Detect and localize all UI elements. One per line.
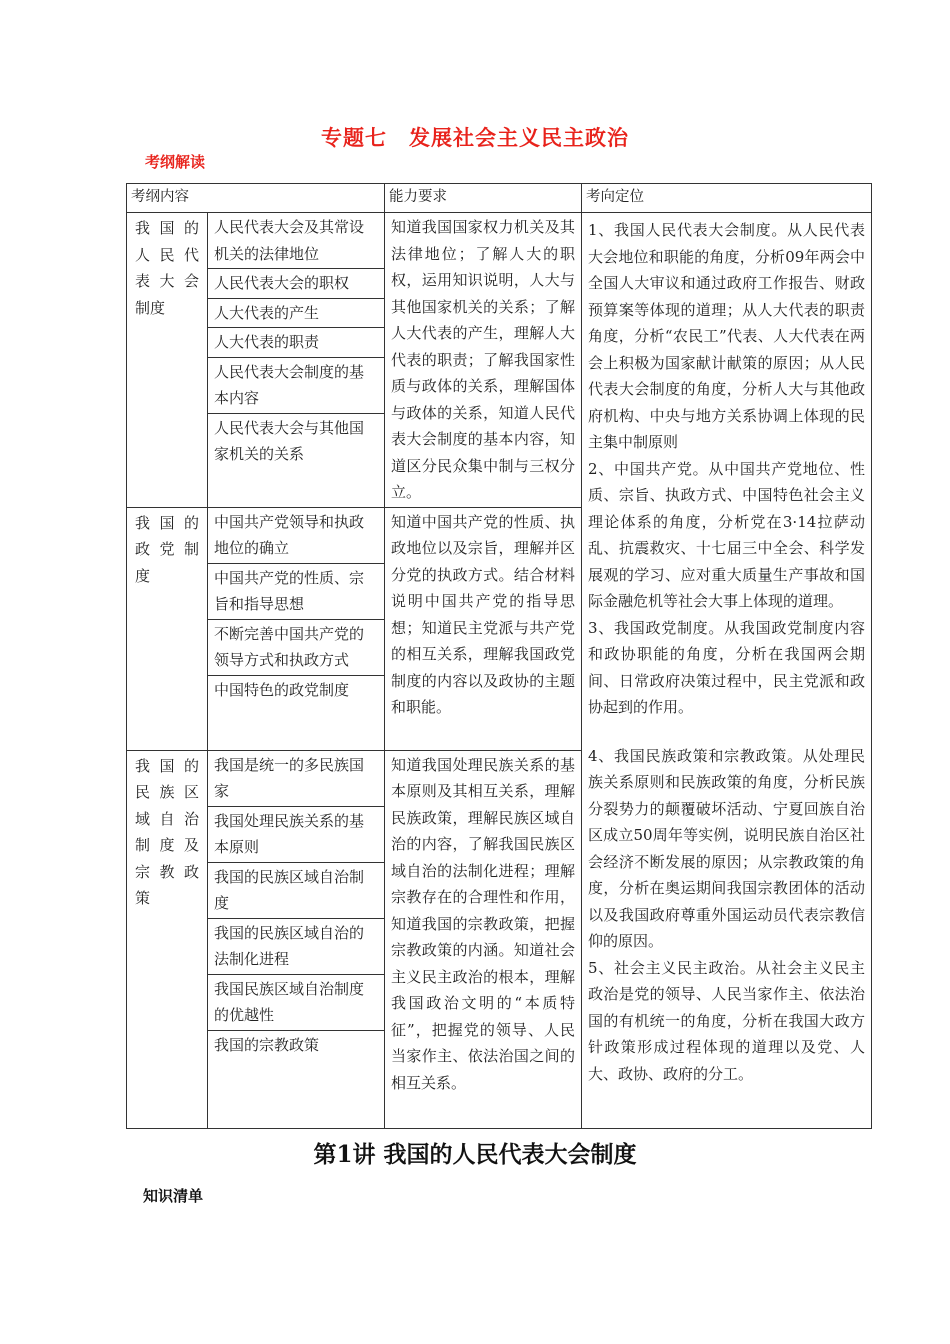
subtopic-item: 我国民族区域自治制度的优越性 xyxy=(208,975,384,1031)
topic-cell xyxy=(127,507,208,750)
subtopic-item: 中国共产党领导和执政地位的确立 xyxy=(208,508,384,564)
header-position: 考向定位 xyxy=(582,184,872,213)
ability-cell: 知道我国国家权力机关及其法律地位；了解人大的职权，运用知识说明，人大与其他国家机关的关系；了解人大代表的产生，理解人大代表的职责；了解我国家性质与政体的关系，理解国体与政体的关系，知道人民代表大会制度的基本内容，知道区分民众集中制与三权分立。 xyxy=(385,213,582,508)
syllabus-table xyxy=(126,183,872,1129)
position-text xyxy=(588,217,865,1087)
position-item: 3、我国政党制度。从我国政党制度内容和政协职能的角度，分析在我国两会期间、日常政府决策过程中，民主党派和政协起到的作用。 xyxy=(588,618,865,716)
table-row xyxy=(127,213,872,508)
subtopic-item: 人民代表大会及其常设机关的法律地位 xyxy=(208,213,384,269)
subtopic-item: 我国的民族区域自治的法制化进程 xyxy=(208,919,384,975)
topic-line: 我 国 的 xyxy=(135,756,199,775)
table-header-row xyxy=(127,184,872,213)
topic-line: 度 xyxy=(135,566,151,585)
topic-line: 人 民 代 xyxy=(135,245,199,264)
page-title: 专题七 发展社会主义民主政治 xyxy=(321,125,629,150)
subtopic-item: 中国特色的政党制度 xyxy=(214,680,350,699)
subtopic-item: 中国共产党的性质、宗旨和指导思想 xyxy=(208,564,384,620)
subtopic-item: 我国处理民族关系的基本原则 xyxy=(208,807,384,863)
subtopic-item: 人民代表大会制度的基本内容 xyxy=(208,358,384,414)
subtopic-item: 人民代表大会的职权 xyxy=(208,269,384,299)
position-item: 2、中国共产党。从中国共产党地位、性质、宗旨、执政方式、中国特色社会主义理论体系的角度，分析党在3·14拉萨动乱、抗震救灾、十七届三中全会、科学发展观的学习、应对重大质量生产事故和国际金融危机等社会大事上体现的道理。 xyxy=(588,459,865,610)
ability-cell: 知道我国处理民族关系的基本原则及其相互关系，理解民族政策，理解民族区域自治的内容，了解我国民族区域自治的法制化进程；理解宗教存在的合理性和作用，知道我国的宗教政策，把握宗教政策的内涵。知道社会主义民主政治的根本，理解我国政治文明的“本质特征”，把握党的领导、人民当家作主、依法治国之间的相互关系。 xyxy=(385,750,582,1128)
subtopic-item: 我国是统一的多民族国家 xyxy=(208,751,384,807)
position-item: 4、我国民族政策和宗教政策。从处理民族关系原则和民族政策的角度，分析民族分裂势力的颠覆破坏活动、宁夏回族自治区成立50周年等实例，说明民族自治区社会经济不断发展的原因；从宗教政策的角度，分析在奥运期间我国宗教团体的活动以及我国政府尊重外国运动员代表宗教信仰的原因。 xyxy=(588,746,865,950)
subtopic-item: 不断完善中国共产党的领导方式和执政方式 xyxy=(208,620,384,676)
position-item: 5、社会主义民主政治。从社会主义民主政治是党的领导、人民当家作主、依法治国的有机统一的角度，分析在我国大政方针政策形成过程体现的道理以及党、人大、政协、政府的分工。 xyxy=(588,958,865,1083)
position-cell xyxy=(582,213,872,1129)
subtopic-item: 人大代表的职责 xyxy=(208,328,384,358)
topic-cell xyxy=(127,213,208,508)
topic-line: 宗 教 政 xyxy=(135,862,199,881)
header-content: 考纲内容 xyxy=(127,184,385,213)
subtopic-list xyxy=(208,750,385,1128)
topic-line: 我 国 的 xyxy=(135,513,199,532)
subtopic-item: 我国的民族区域自治制度 xyxy=(208,863,384,919)
section-heading-syllabus: 考纲解读 xyxy=(145,153,206,171)
topic-line: 域 自 治 xyxy=(135,809,199,828)
subtopic-item: 人大代表的产生 xyxy=(208,299,384,329)
subtopic-item: 人民代表大会与其他国家机关的关系 xyxy=(214,418,365,463)
subtopic-list xyxy=(208,507,385,750)
topic-line: 民 族 区 xyxy=(135,783,199,801)
ability-cell: 知道中国共产党的性质、执政地位以及宗旨，理解并区分党的执政方式。结合材料说明中国共产党的指导思想；知道民主党派与共产党的相互关系，理解我国政党制度的内容以及政协的主题和职能。 xyxy=(385,507,582,750)
topic-line: 制 度 及 xyxy=(135,836,199,854)
subtopic-list xyxy=(208,213,385,508)
topic-line: 表 大 会 xyxy=(135,272,199,290)
topic-line: 政 党 制 xyxy=(135,540,199,558)
topic-line: 策 xyxy=(135,889,151,907)
position-item: 1、我国人民代表大会制度。从人民代表大会地位和职能的角度，分析09年两会中全国人大审议和通过政府工作报告、财政预算案等体现的道理；从人大代表的职责角度，分析“农民工”代表、人大代表在两会上积极为国家献计献策的原因；从人民代表大会制度的角度，分析人大与其他政府机构、中央与地方关系协调上体现的民主集中制原则 xyxy=(588,221,865,451)
lesson-title: 第1讲 我国的人民代表大会制度 xyxy=(313,1141,637,1168)
topic-line: 制度 xyxy=(135,298,166,317)
subtopic-item: 我国的宗教政策 xyxy=(214,1035,320,1054)
header-ability: 能力要求 xyxy=(385,184,582,213)
topic-line: 我 国 的 xyxy=(135,219,199,237)
topic-cell xyxy=(127,750,208,1128)
section-heading-knowledge: 知识清单 xyxy=(143,1187,204,1205)
